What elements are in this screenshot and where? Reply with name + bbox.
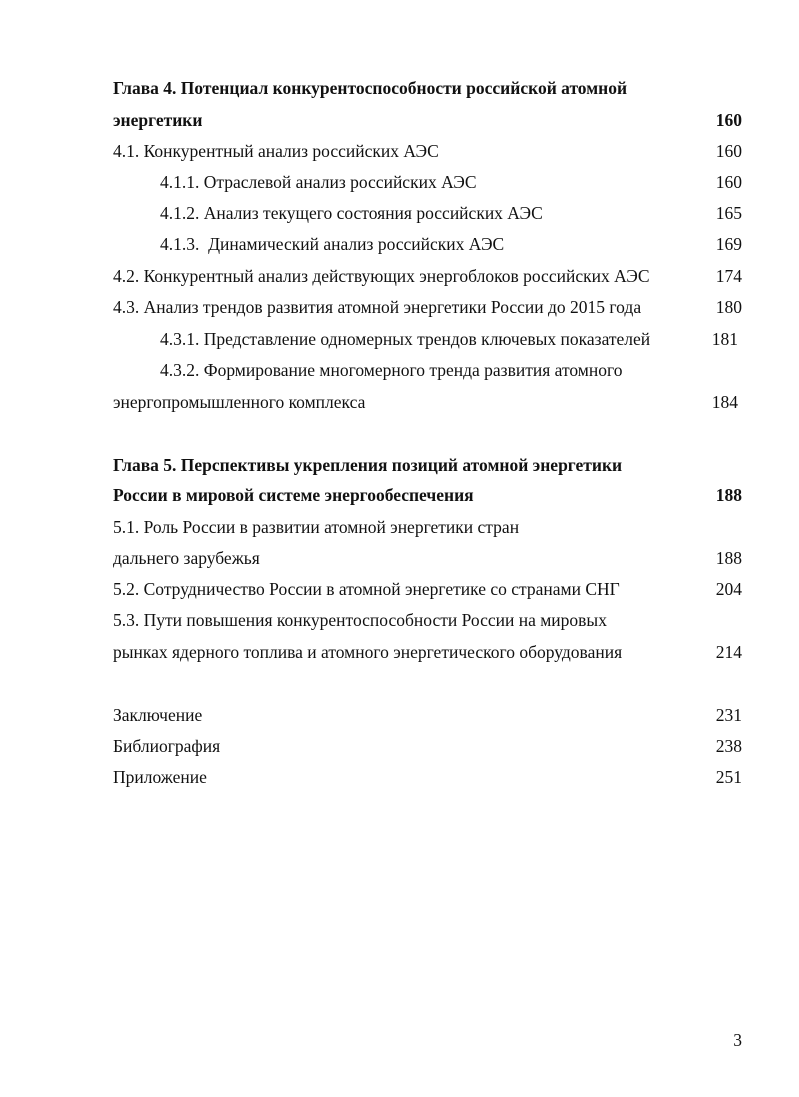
section-5-1-cont: дальнего зарубежья <box>113 548 260 568</box>
section-5-3: 5.3. Пути повышения конкурентоспособности России на мировых <box>113 610 607 630</box>
section-5-2-page: 204 <box>715 579 742 599</box>
chapter-5-title: Глава 5. Перспективы укрепления позиций атомной энергетики <box>113 455 623 475</box>
section-5-3-cont: рынках ядерного топлива и атомного энергетического оборудования <box>113 642 623 662</box>
conclusion: Заключение <box>113 705 203 725</box>
section-4-1-1: 4.1.1. Отраслевой анализ российских АЭС <box>160 172 477 192</box>
page-number: 3 <box>733 1030 742 1050</box>
section-4-1-3: 4.1.3. Динамический анализ российских АЭС <box>160 234 505 254</box>
section-4-2: 4.2. Конкурентный анализ действующих энергоблоков российских АЭС <box>113 266 650 286</box>
section-5-1: 5.1. Роль России в развитии атомной энергетики стран <box>113 517 520 537</box>
section-4-1-2-page: 165 <box>715 203 742 223</box>
section-4-3-2: 4.3.2. Формирование многомерного тренда развития атомного <box>160 360 623 380</box>
bibliography-page: 238 <box>715 736 742 756</box>
bibliography: Библиография <box>113 736 221 756</box>
section-4-3-1: 4.3.1. Представление одномерных трендов ключевых показателей <box>160 329 651 349</box>
chapter-4-title: Глава 4. Потенциал конкурентоспособности российской атомной <box>113 78 628 98</box>
appendix: Приложение <box>113 767 207 787</box>
chapter-5-title-cont: России в мировой системе энергообеспечения <box>113 485 474 505</box>
section-5-2: 5.2. Сотрудничество России в атомной энергетике со странами СНГ <box>113 579 620 599</box>
chapter-5-page: 188 <box>715 485 742 505</box>
conclusion-page: 231 <box>715 705 742 725</box>
appendix-page: 251 <box>715 767 742 787</box>
section-4-3-2-page: 184 <box>711 392 738 412</box>
section-4-2-page: 174 <box>715 266 742 286</box>
section-4-3: 4.3. Анализ трендов развития атомной энергетики России до 2015 года <box>113 297 642 317</box>
section-4-3-2-cont: энергопромышленного комплекса <box>113 392 366 412</box>
section-4-3-page: 180 <box>715 297 742 317</box>
chapter-4-title-cont: энергетики <box>113 110 203 130</box>
section-5-3-page: 214 <box>715 642 742 662</box>
chapter-4-page: 160 <box>715 110 742 130</box>
section-5-1-page: 188 <box>715 548 742 568</box>
section-4-1-3-page: 169 <box>715 234 742 254</box>
section-4-1-page: 160 <box>715 141 742 161</box>
section-4-1: 4.1. Конкурентный анализ российских АЭС <box>113 141 439 161</box>
section-4-3-1-page: 181 <box>711 329 738 349</box>
section-4-1-2: 4.1.2. Анализ текущего состояния российских АЭС <box>160 203 543 223</box>
section-4-1-1-page: 160 <box>715 172 742 192</box>
